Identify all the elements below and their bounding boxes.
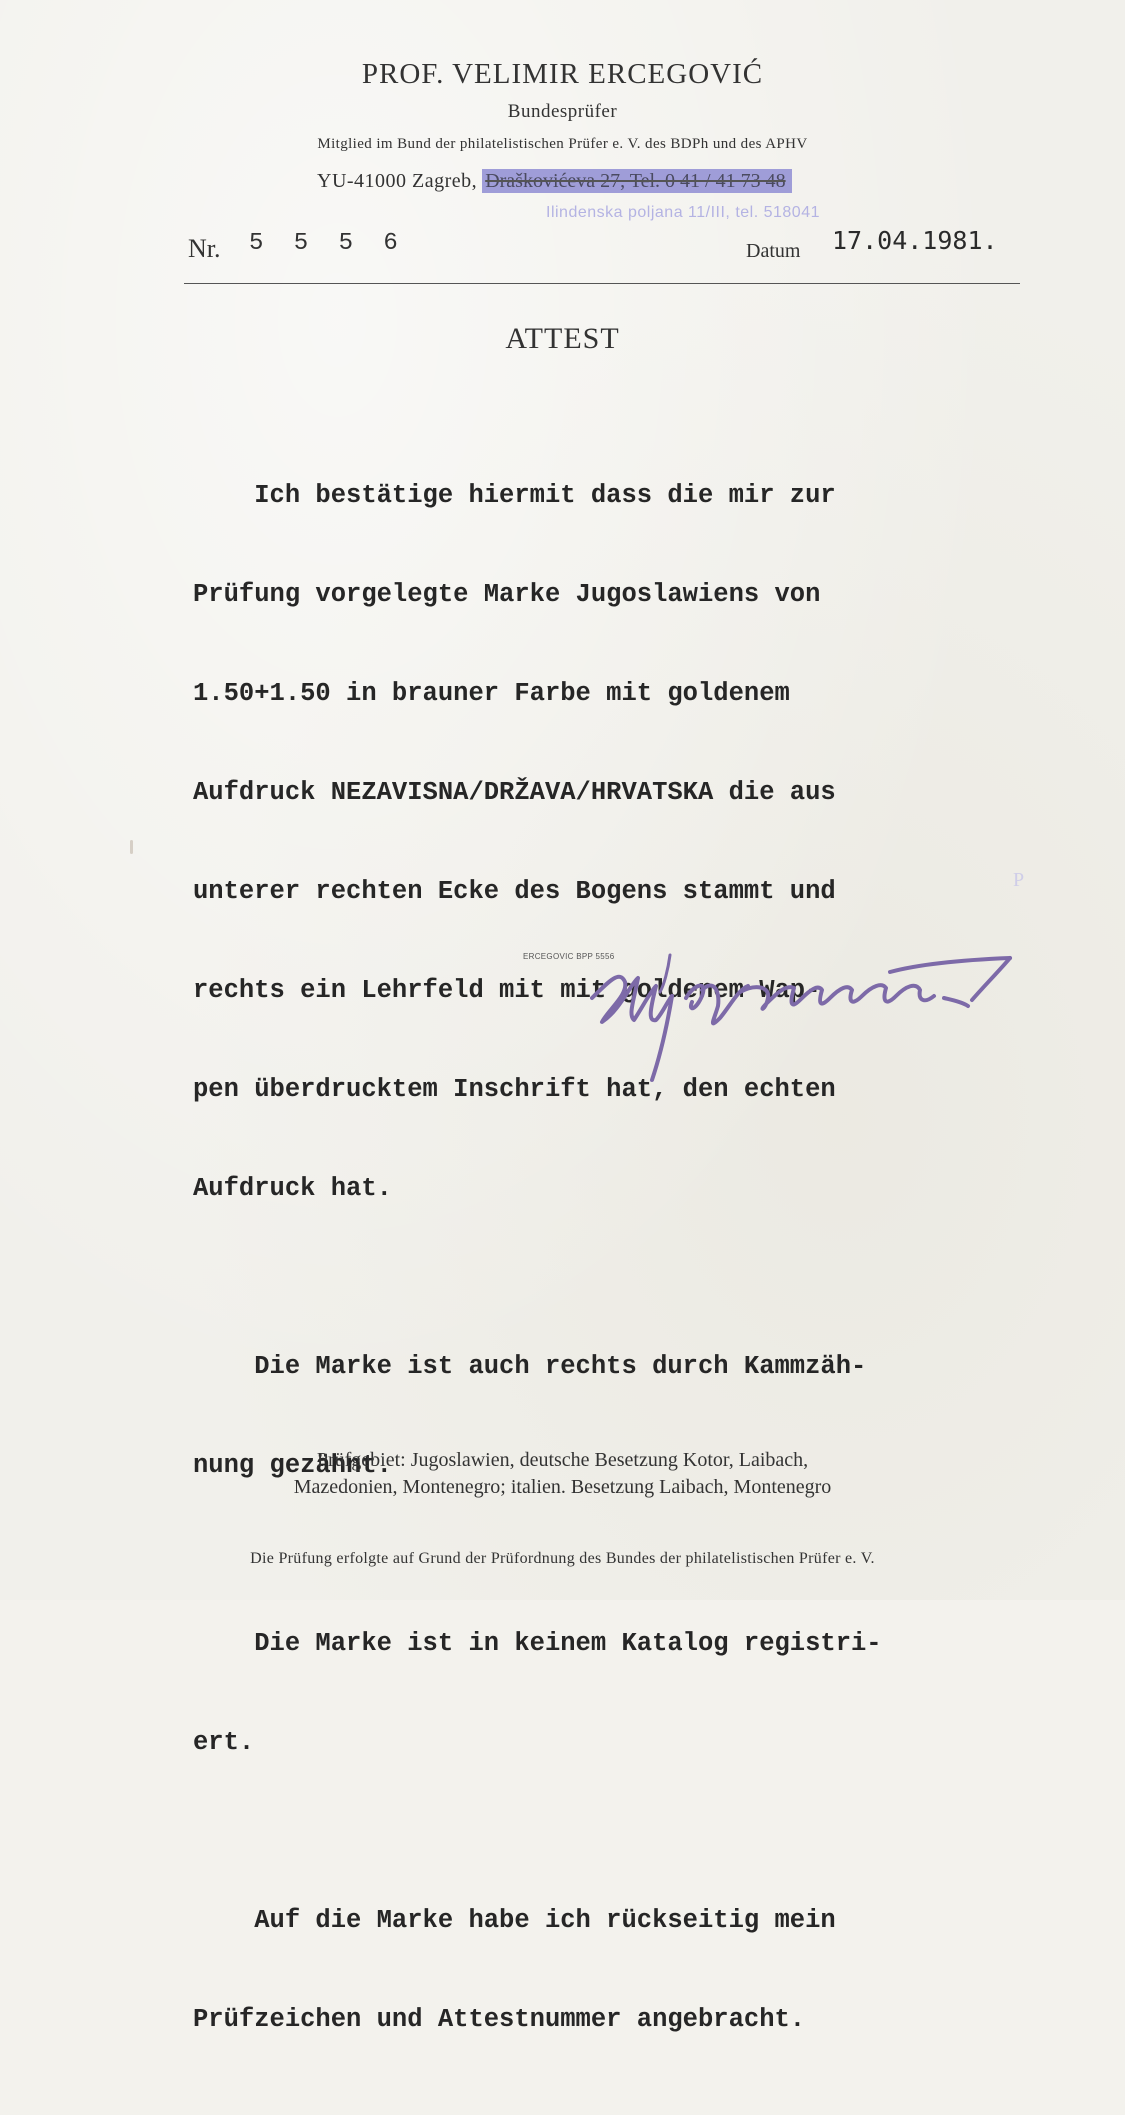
paragraph-3	[193, 1561, 1053, 1825]
body-line: pen überdrucktem Inschrift hat, den echten	[193, 1075, 836, 1104]
body-line: 1.50+1.50 in brauner Farbe mit goldenem	[193, 679, 790, 708]
body-line: nung gezähnt.	[193, 1451, 392, 1480]
new-address-stamp: Ilindenska poljana 11/III, tel. 518041	[546, 204, 820, 221]
examiner-stamp: ERCEGOVIC BPP 5556	[523, 952, 615, 961]
body-line: unterer rechten Ecke des Bogens stammt und	[193, 877, 836, 906]
body-line: Die Marke ist auch rechts durch Kammzäh-	[193, 1352, 867, 1381]
document-heading: ATTEST	[505, 322, 620, 355]
header-divider	[184, 283, 1020, 284]
membership-line: Mitglied im Bund der philatelistischen Prüfer e. V. des BDPh und des APHV	[317, 136, 808, 152]
paragraph-2	[193, 1284, 1053, 1548]
body-line: Aufdruck hat.	[193, 1174, 392, 1203]
certificate-number: 5 5 5 6	[249, 230, 406, 257]
body-line: ert.	[193, 1728, 255, 1757]
examiner-title: Bundesprüfer	[507, 101, 618, 122]
faint-p-mark: P	[1013, 869, 1025, 891]
city: YU-41000 Zagreb,	[317, 170, 478, 192]
body-line: Ich bestätige hiermit dass die mir zur	[193, 481, 836, 510]
certificate-date: 17.04.1981.	[832, 226, 998, 255]
attest-body	[193, 413, 1053, 2115]
body-line: Auf die Marke habe ich rückseitig mein	[193, 1906, 836, 1935]
body-line: Prüfzeichen und Attestnummer angebracht.	[193, 2005, 806, 2034]
paper-speck	[130, 840, 133, 854]
paragraph-1	[193, 413, 1053, 1271]
address-line	[317, 170, 792, 193]
body-line: rechts ein Lehrfeld mit mit goldenem Wap-	[193, 976, 821, 1005]
signature-strokes	[592, 958, 1010, 1080]
paragraph-4	[193, 1838, 1053, 2102]
footer-scope-line-2: Mazedonien, Montenegro; italien. Besetzung Laibach, Montenegro	[293, 1476, 832, 1498]
nr-label: Nr.	[188, 234, 221, 263]
body-line: Prüfung vorgelegte Marke Jugoslawiens von	[193, 580, 821, 609]
old-address-struck: Draškovićeva 27, Tel. 0 41 / 41 73 48	[482, 169, 791, 193]
body-line: Aufdruck NEZAVISNA/DRŽAVA/HRVATSKA die aus	[193, 778, 836, 807]
body-line: Die Marke ist in keinem Katalog registri-	[193, 1629, 882, 1658]
footer-scope-line-1: Prüfgebiet: Jugoslawien, deutsche Besetzung Kotor, Laibach,	[316, 1449, 809, 1471]
examiner-name: PROF. VELIMIR ERCEGOVIĆ	[361, 58, 764, 90]
footer-regulation: Die Prüfung erfolgte auf Grund der Prüfordnung des Bundes der philatelistischen Prüfer e. V.	[250, 1550, 875, 1567]
datum-label: Datum	[746, 240, 801, 262]
signature-image	[590, 940, 1050, 1110]
